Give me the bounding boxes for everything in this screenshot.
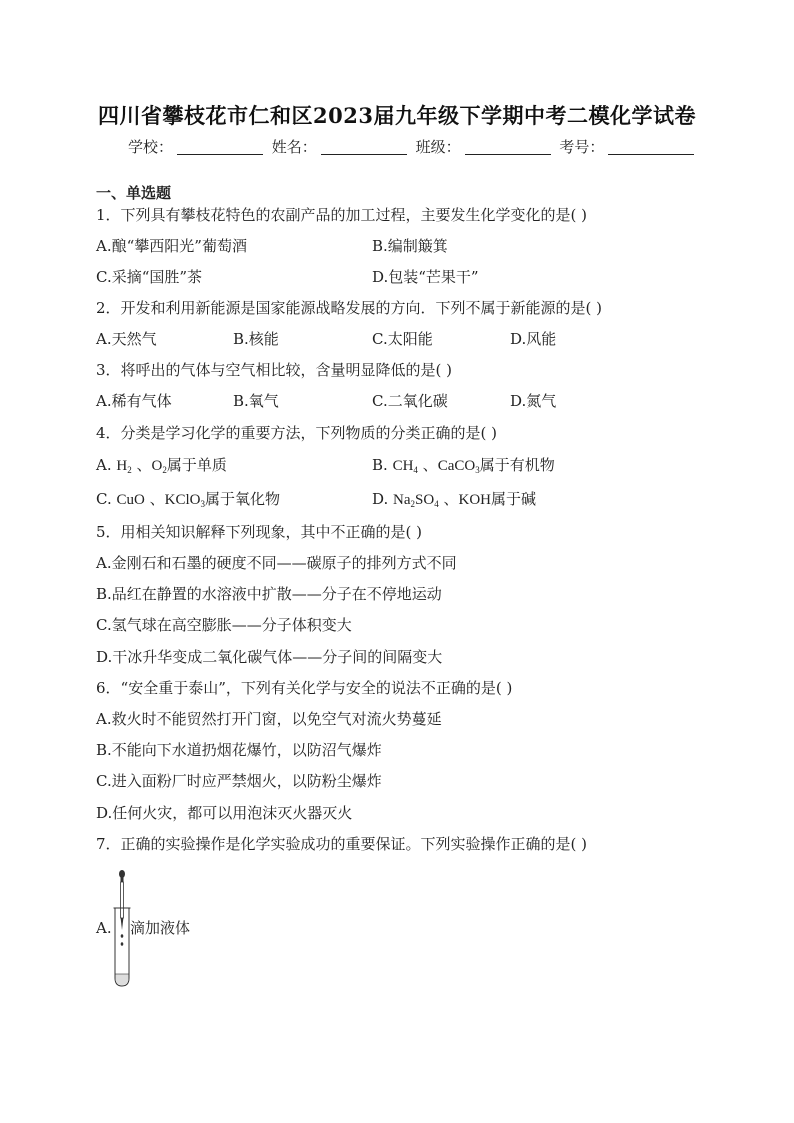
q4-a-prefix: A. [96, 456, 117, 474]
q4-d-formula-1b-sub: 4 [434, 499, 439, 509]
q6-option-a: A.救火时不能贸然打开门窗，以免空气对流火势蔓延 [96, 710, 442, 728]
dropper-tube [121, 882, 124, 918]
q1-option-c: C.采摘“国胜”茶 [96, 268, 203, 286]
q3-option-c: C.二氧化碳 [372, 392, 448, 410]
q4-option-c [96, 489, 280, 514]
q5-option-c: C.氢气球在高空膨胀——分子体积变大 [96, 616, 352, 634]
q4-option-b [372, 455, 555, 480]
q3-option-d: D.氮气 [510, 392, 557, 410]
q2-option-c: C.太阳能 [372, 330, 433, 348]
q7-option-a-label: A. [96, 919, 112, 937]
q4-a-suffix: 属于单质 [166, 456, 227, 474]
q6-option-d: D.任何火灾，都可以用泡沫灭火器灭火 [96, 804, 353, 822]
q4-c-sep: 、 [144, 490, 165, 508]
q4-d-formula-1b: SO [415, 492, 435, 508]
q1-option-a: A.酿“攀西阳光”葡萄酒 [96, 237, 247, 255]
q2-option-d: D.风能 [510, 330, 557, 348]
student-info-row [128, 136, 698, 157]
q4-d-sep: 、 [438, 490, 459, 508]
q4-b-prefix: B. [372, 456, 393, 474]
q3-option-b: B.氧气 [233, 392, 279, 410]
section-heading: 一、单选题 [96, 184, 172, 202]
q4-b-suffix: 属于有机物 [479, 456, 555, 474]
q4-d-formula-1a: Na [393, 492, 411, 508]
question-2-stem: 2．开发和利用新能源是国家能源战略发展的方向．下列不属于新能源的是( ) [96, 299, 603, 317]
q4-a-formula-2-sub: 2 [162, 465, 167, 475]
q4-c-suffix: 属于氧化物 [204, 490, 280, 508]
q4-option-a [96, 455, 227, 480]
q4-b-formula-2-sub: 3 [475, 465, 480, 475]
q6-option-b: B.不能向下水道扔烟花爆竹，以防沼气爆炸 [96, 741, 382, 759]
class-label: 班级： [415, 138, 461, 156]
name-label: 姓名： [271, 138, 317, 156]
question-5-stem: 5．用相关知识解释下列现象，其中不正确的是( ) [96, 523, 423, 541]
q4-c-formula-2-sub: 3 [200, 499, 205, 509]
q4-a-formula-2: O [151, 458, 163, 474]
number-label: 考号： [559, 138, 605, 156]
q4-a-sep: 、 [131, 456, 152, 474]
number-blank[interactable] [608, 140, 694, 155]
name-blank[interactable] [321, 140, 407, 155]
class-blank[interactable] [465, 140, 551, 155]
q4-b-formula-1: CH [392, 458, 414, 474]
page-title: 四川省攀枝花市仁和区2023届九年级下学期中考二模化学试卷 [98, 103, 696, 128]
school-blank[interactable] [177, 140, 263, 155]
q4-c-formula-2: KClO [164, 492, 201, 508]
q4-b-formula-1-sub: 4 [413, 465, 418, 475]
q5-option-d: D.干冰升华变成二氧化碳气体——分子间的间隔变大 [96, 648, 443, 666]
q5-option-a: A.金刚石和石墨的硬度不同——碳原子的排列方式不同 [96, 554, 457, 572]
q4-a-formula-1: H [116, 458, 128, 474]
q4-d-formula-2: KOH [458, 492, 491, 508]
q1-option-b: B.编制簸箕 [372, 237, 448, 255]
dropper-bulb-icon [119, 870, 125, 878]
q6-option-c: C.进入面粉厂时应严禁烟火，以防粉尘爆炸 [96, 772, 382, 790]
q4-d-prefix: D. [372, 490, 394, 508]
q2-option-b: B.核能 [233, 330, 279, 348]
q7-option-a-text: 滴加液体 [130, 919, 191, 937]
dropper-test-tube-illustration [112, 868, 132, 990]
q4-b-sep: 、 [417, 456, 438, 474]
question-3-stem: 3．将呼出的气体与空气相比较，含量明显降低的是( ) [96, 361, 453, 379]
q4-c-formula-1: CuO [116, 492, 145, 508]
q4-d-formula-1a-sub: 2 [410, 499, 416, 509]
q5-option-b: B.品红在静置的水溶液中扩散——分子在不停地运动 [96, 585, 442, 603]
q4-b-formula-2: CaCO [437, 458, 476, 474]
question-4-stem: 4．分类是学习化学的重要方法，下列物质的分类正确的是( ) [96, 424, 498, 442]
question-6-stem: 6．“安全重于泰山”，下列有关化学与安全的说法不正确的是( ) [96, 679, 513, 697]
q2-option-a: A.天然气 [96, 330, 157, 348]
q4-a-formula-1-sub: 2 [127, 465, 132, 475]
question-7-stem: 7．正确的实验操作是化学实验成功的重要保证。下列实验操作正确的是( ) [96, 835, 588, 853]
q4-option-d [372, 489, 536, 514]
q4-c-prefix: C. [96, 490, 117, 508]
q1-option-d: D.包装“芒果干” [372, 268, 479, 286]
school-label: 学校： [128, 138, 174, 156]
q4-d-suffix: 属于碱 [491, 490, 537, 508]
q3-option-a: A.稀有气体 [96, 392, 172, 410]
question-1-stem: 1．下列具有攀枝花特色的农副产品的加工过程，主要发生化学变化的是( ) [96, 206, 588, 224]
